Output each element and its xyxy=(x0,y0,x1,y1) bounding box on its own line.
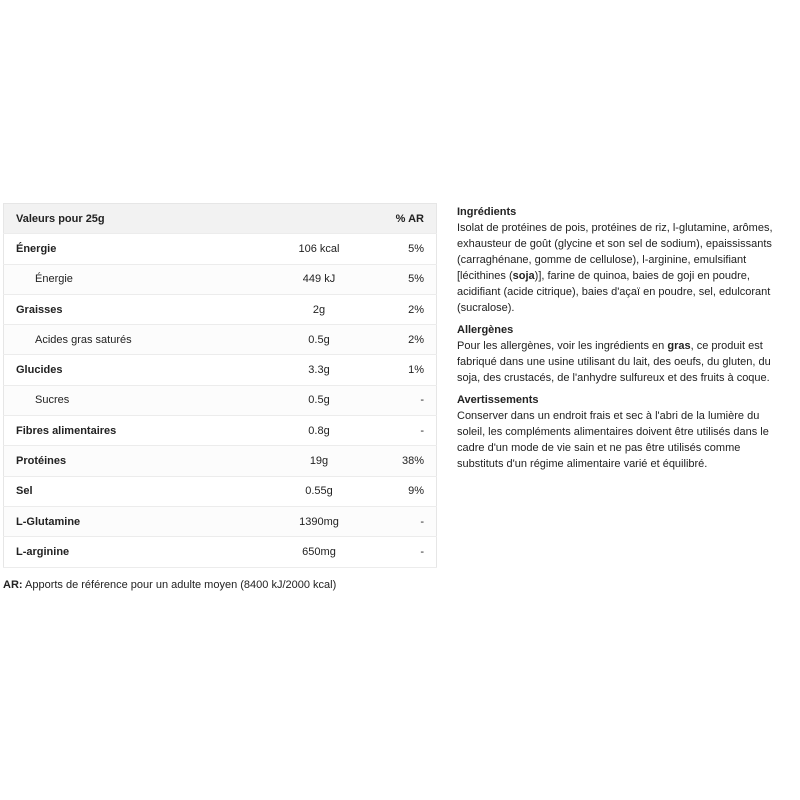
table-row xyxy=(4,264,437,294)
ingredients-text xyxy=(457,220,775,316)
nutrient-ar-percent: - xyxy=(381,416,437,446)
nutrient-ar-percent: 9% xyxy=(381,476,437,506)
nutrient-quantity: 0.5g xyxy=(257,325,381,355)
footnote-label: AR: xyxy=(3,579,23,591)
nutrient-quantity: 0.55g xyxy=(257,476,381,506)
table-row xyxy=(4,537,437,567)
nutrient-name: Acides gras saturés xyxy=(4,325,258,355)
table-row xyxy=(4,325,437,355)
ingredients-text-part1: Isolat de protéines de pois, protéines de riz, l-glutamine, arômes, exhausteur de goût (glycine et son sel de sodium), epaississants (carraghénane, gomme de cellulose), l-arginine, emulsifiant [lécithines ( xyxy=(457,222,773,282)
nutrient-ar-percent: 5% xyxy=(381,234,437,264)
nutrient-name: Énergie xyxy=(4,234,258,264)
nutrition-body xyxy=(4,234,437,567)
warnings-text: Conserver dans un endroit frais et sec à l'abri de la lumière du soleil, les compléments alimentaires doivent être utilisés dans le cadre d'un mode de vie sain et ne pas être utilisés comme substituts d'un régime alimentaire varié et équilibré. xyxy=(457,410,769,470)
nutrient-quantity: 3.3g xyxy=(257,355,381,385)
ingredients-allergen-bold: soja xyxy=(512,270,535,282)
nutrition-table xyxy=(3,203,437,568)
allergens-text xyxy=(457,338,775,386)
nutrient-name: Glucides xyxy=(4,355,258,385)
nutrient-ar-percent: 2% xyxy=(381,325,437,355)
nutrient-name: Fibres alimentaires xyxy=(4,416,258,446)
nutrient-quantity: 0.8g xyxy=(257,416,381,446)
footnote xyxy=(3,579,336,591)
product-info xyxy=(457,204,775,478)
nutrient-ar-percent: 38% xyxy=(381,446,437,476)
nutrient-name: Énergie xyxy=(4,264,258,294)
allergens-bold: gras xyxy=(667,340,691,352)
nutrient-quantity: 106 kcal xyxy=(257,234,381,264)
nutrient-ar-percent: 1% xyxy=(381,355,437,385)
nutrient-name: Protéines xyxy=(4,446,258,476)
warnings-title: Avertissements xyxy=(457,394,539,406)
nutrient-ar-percent: - xyxy=(381,537,437,567)
nutrient-quantity: 1390mg xyxy=(257,506,381,536)
nutrient-name: Sucres xyxy=(4,385,258,415)
header-ar: % AR xyxy=(381,204,437,234)
nutrient-ar-percent: - xyxy=(381,506,437,536)
allergens-text-part1: Pour les allergènes, voir les ingrédients en xyxy=(457,340,668,352)
nutrient-ar-percent: 2% xyxy=(381,294,437,324)
nutrient-ar-percent: 5% xyxy=(381,264,437,294)
table-header-row xyxy=(4,204,437,234)
nutrient-name: Sel xyxy=(4,476,258,506)
table-row xyxy=(4,416,437,446)
allergens-text-part2: , ce produit est fabriqué dans une usine utilisant du lait, des oeufs, du gluten, du soja, des crustacés, de l'anhydre sulfureux et des fruits à coque. xyxy=(457,340,771,384)
nutrient-name: Graisses xyxy=(4,294,258,324)
ingredients-title: Ingrédients xyxy=(457,206,517,218)
table-row xyxy=(4,385,437,415)
nutrient-quantity: 19g xyxy=(257,446,381,476)
table-row xyxy=(4,294,437,324)
nutrient-quantity: 650mg xyxy=(257,537,381,567)
footnote-text: Apports de référence pour un adulte moyen (8400 kJ/2000 kcal) xyxy=(22,579,337,591)
table-row xyxy=(4,234,437,264)
allergens-title: Allergènes xyxy=(457,324,514,336)
header-label: Valeurs pour 25g xyxy=(4,204,382,234)
table-row xyxy=(4,506,437,536)
table-row xyxy=(4,476,437,506)
nutrient-quantity: 2g xyxy=(257,294,381,324)
nutrient-ar-percent: - xyxy=(381,385,437,415)
ingredients-text-part2: )], farine de quinoa, baies de goji en poudre, acidifiant (acide citrique), baies d'açaï en poudre, sel, edulcorant (sucralose). xyxy=(457,270,771,314)
table-row xyxy=(4,446,437,476)
table-row xyxy=(4,355,437,385)
nutrient-name: L-arginine xyxy=(4,537,258,567)
nutrient-name: L-Glutamine xyxy=(4,506,258,536)
nutrient-quantity: 449 kJ xyxy=(257,264,381,294)
nutrient-quantity: 0.5g xyxy=(257,385,381,415)
